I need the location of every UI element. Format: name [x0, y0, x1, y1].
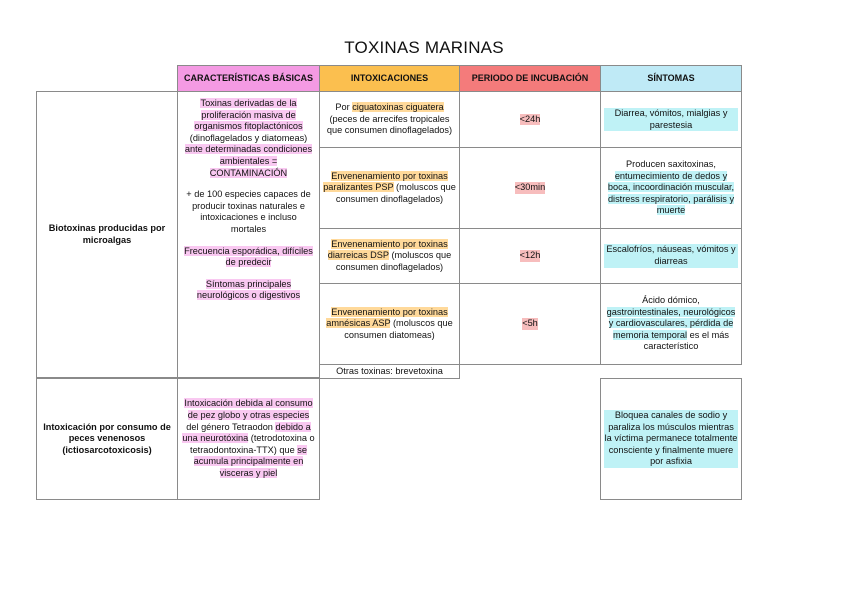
caracteristicas-p2: + de 100 especies capaces de producir toxinas naturales e intoxicaciones e incluso mortales — [186, 189, 311, 234]
periodo-dsp-value: <12h — [519, 250, 541, 261]
header-sintomas-label: SÍNTOMAS — [647, 73, 695, 84]
caracteristicas-p3-highlight: Frecuencia esporádica, difíciles de predecir — [184, 245, 313, 268]
intoxicacion-ciguatera-text — [323, 102, 456, 137]
periodo-dsp — [459, 228, 601, 284]
sintomas-asp-post: es el más característico — [643, 329, 729, 352]
header-caracteristicas — [177, 65, 320, 92]
header-sintomas — [600, 65, 742, 92]
sintomas-dsp-highlight: Escalofríos, náuseas, vómitos y diarreas — [604, 244, 738, 267]
sintomas-asp — [600, 283, 742, 365]
sintomas-asp-highlight: gastrointestinales, neurológicos y cardiovasculares, pérdida de memoria temporal — [606, 306, 736, 340]
caracteristicas-p3 — [183, 246, 314, 269]
intoxicacion-ciguatera-post: (peces de arrecifes tropicales que consumen dinoflagelados) — [326, 113, 453, 136]
intoxicacion-ciguatera-pre: Por — [335, 102, 353, 113]
sintomas-ictio-highlight: Bloquea canales de sodio y paraliza los músculos mientras la víctima permanece totalmente consciente y finalmente muere por asfixia — [604, 410, 738, 467]
sintomas-ciguatera — [600, 91, 742, 148]
header-caracteristicas-label: CARACTERÍSTICAS BÁSICAS — [183, 73, 313, 84]
periodo-psp-value: <30min — [514, 182, 546, 193]
caracteristicas-p1-highlight-a: Toxinas derivadas de la proliferación masiva de organismos fitoplactónicos — [194, 98, 303, 132]
header-intoxicaciones — [319, 65, 460, 92]
caracteristicas-ictio-h2: debido a una neurotóxina — [182, 421, 311, 444]
intoxicacion-psp-text — [323, 171, 456, 206]
sintomas-psp-highlight: entumecimiento de dedos y boca, incoordinación muscular, distress respiratorio, parálisis y muerte — [607, 170, 735, 216]
intoxicacion-otras — [319, 364, 460, 379]
periodo-ciguatera-value: <24h — [519, 113, 541, 124]
header-intoxicaciones-label: INTOXICACIONES — [350, 73, 429, 84]
caracteristicas-p4 — [183, 279, 314, 302]
caracteristicas-ictio-h1: Intoxicación debida al consumo de pez globo y otras especies — [184, 398, 313, 421]
caracteristicas-p4-highlight: Síntomas principales neurológicos o digestivos — [196, 278, 301, 301]
sintomas-ictiosarcotoxicosis — [600, 378, 742, 500]
row-label-biotoxinas — [36, 91, 178, 378]
intoxicacion-asp-highlight: Envenenamiento por toxinas amnésicas ASP — [326, 306, 448, 329]
row-label-biotoxinas-text: Biotoxinas producidas por microalgas — [48, 222, 166, 245]
header-periodo — [459, 65, 601, 92]
intoxicacion-otras-text: Otras toxinas: brevetoxina — [336, 365, 443, 376]
intoxicacion-dsp-post: (moluscos que consumen dinoflagelados) — [335, 250, 452, 272]
caracteristicas-ictio-t1: del género Tetraodon — [186, 421, 276, 432]
periodo-ciguatera — [459, 91, 601, 148]
intoxicacion-ciguatera-highlight: ciguatoxinas ciguatera — [352, 102, 444, 113]
intoxicacion-dsp-highlight: Envenenamiento por toxinas diarreicas DSP — [327, 238, 448, 261]
sintomas-dsp — [600, 228, 742, 284]
caracteristicas-p1-text: (dinoflagelados y diatomeas) — [189, 132, 308, 143]
intoxicacion-dsp — [319, 228, 460, 284]
caracteristicas-p1-highlight-c: ante determinadas condiciones ambientales = CONTAMINACIÓN — [184, 144, 313, 178]
sintomas-psp-pre: Producen saxitoxinas, — [626, 159, 716, 170]
caracteristicas-ictio-t2: (tetrodotoxina o tetraodontoxina-TTX) que — [190, 433, 315, 455]
page-title: TOXINAS MARINAS — [344, 38, 504, 57]
periodo-asp — [459, 283, 601, 365]
row-label-ictio-text: Intoxicación por consumo de peces venenosos — [43, 421, 171, 444]
row-label-ictiosarcotoxicosis — [36, 378, 178, 500]
intoxicacion-asp-post: (moluscos que consumen diatomeas) — [344, 318, 453, 340]
intoxicacion-asp — [319, 283, 460, 365]
caracteristicas-p1 — [183, 98, 314, 179]
intoxicacion-psp-highlight: Envenenamiento por toxinas paralizantes PSP — [323, 170, 448, 193]
header-periodo-label: PERIODO DE INCUBACIÓN — [471, 73, 589, 84]
row-label-ictio-sub: (ictiosarcotoxicosis) — [62, 444, 152, 455]
caracteristicas-biotoxinas — [177, 91, 320, 378]
sintomas-psp — [600, 147, 742, 229]
intoxicacion-psp — [319, 147, 460, 229]
intoxicacion-psp-post: (moluscos que consumen dinoflagelados) — [335, 182, 456, 204]
caracteristicas-ictio-text — [181, 398, 316, 479]
intoxicacion-dsp-text — [323, 239, 456, 274]
intoxicacion-ciguatera — [319, 91, 460, 148]
periodo-psp — [459, 147, 601, 229]
caracteristicas-ictiosarcotoxicosis — [177, 378, 320, 500]
sintomas-asp-pre: Ácido dómico, — [642, 295, 700, 306]
sintomas-ciguatera-highlight: Diarrea, vómitos, mialgias y parestesia — [604, 108, 738, 131]
sintomas-psp-text — [604, 159, 738, 217]
intoxicacion-asp-text — [323, 307, 456, 342]
sintomas-asp-text — [604, 295, 738, 353]
caracteristicas-ictio-h3: se acumula principalmente en visceras y piel — [193, 444, 307, 478]
periodo-asp-value: <5h — [522, 318, 538, 329]
